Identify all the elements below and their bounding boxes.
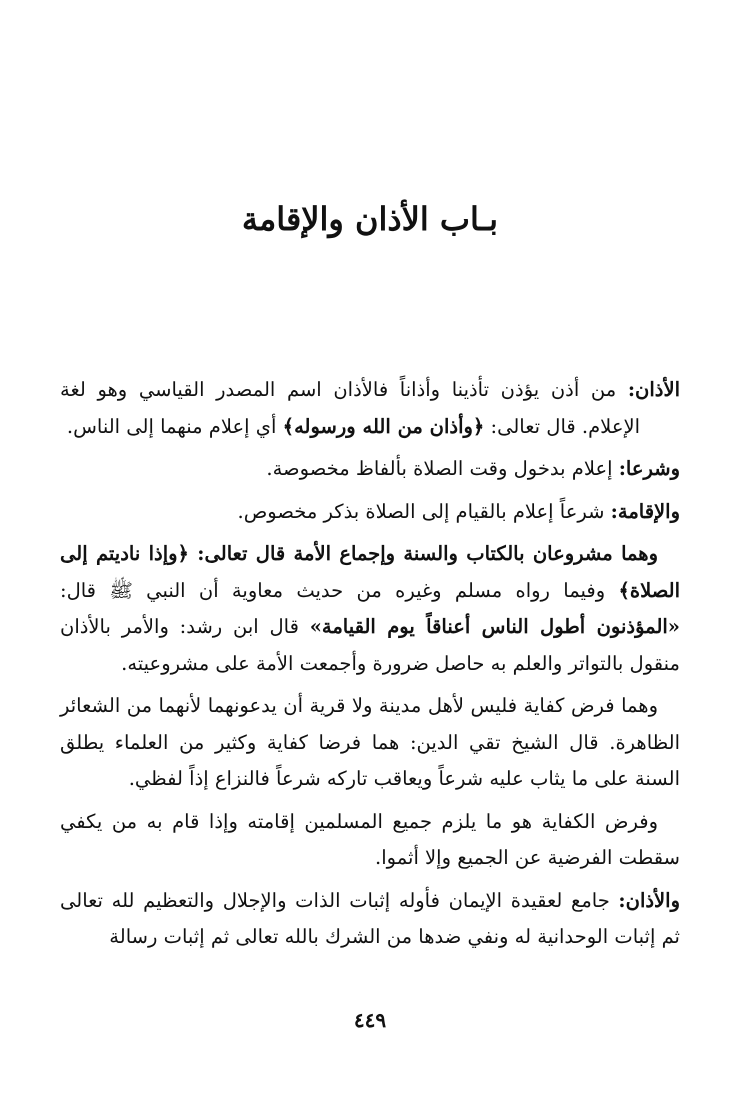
paragraph-text: إعلام بدخول وقت الصلاة بألفاظ مخصوصة.	[266, 457, 619, 480]
hadith-quote: «المؤذنون أطول الناس أعناقاً يوم القيامة»	[309, 615, 680, 638]
page-number: ٤٤٩	[353, 1008, 387, 1032]
paragraph-shar-definition	[60, 451, 680, 488]
bold-text: وهما مشروعان بالكتاب والسنة وإجماع الأمة قال تعالى: ﴿وإذا ناديتم إلى الصلاة﴾	[60, 542, 680, 602]
paragraph-adhan-creed	[60, 883, 680, 956]
chapter-body	[60, 372, 680, 962]
term-adhan: الأذان:	[627, 378, 680, 401]
paragraph-text: قال ابن رشد: والأمر بالأذان منقول بالتواتر والعلم به حاصل ضرورة وأجمعت الأمة على مشروعيته.	[60, 615, 680, 675]
paragraph-text: أي إعلام منهما إلى الناس.	[66, 414, 283, 438]
paragraph-fard-kifaya	[60, 688, 680, 798]
chapter-title: بـاب الأذان والإقامة	[241, 200, 499, 238]
paragraph-iqama-definition	[60, 494, 680, 531]
document-page	[60, 0, 680, 1102]
paragraph-text: وفيما رواه مسلم وغيره من حديث معاوية أن النبي ﷺ قال:	[60, 578, 619, 602]
paragraph-kifaya-definition	[60, 804, 680, 877]
paragraph-adhan-definition	[60, 372, 680, 445]
paragraph-text: شرعاً إعلام بالقيام إلى الصلاة بذكر مخصوص.	[237, 499, 611, 523]
term-sharan: وشرعا:	[618, 457, 680, 480]
paragraph-text: وهما فرض كفاية فليس لأهل مدينة ولا قرية أن يدعونهما لأنهما من الشعائر الظاهرة. قال الشيخ تقي الدين: هما فرضا كفاية وكثير من العلماء يطلق السنة على ما يثاب عليه شرعاً ويعاقب تاركه شرعاً فالنزاع إذاً لفظي.	[60, 694, 680, 790]
term-iqama: والإقامة:	[610, 499, 680, 523]
paragraph-legitimacy	[60, 536, 680, 682]
term-adhan-creed: والأذان:	[618, 888, 680, 912]
paragraph-text: من أذن يؤذن تأذينا وأذاناً فالأذان اسم المصدر القياسي وهو لغة الإعلام. قال تعالى:	[60, 378, 640, 438]
paragraph-text: وفرض الكفاية هو ما يلزم جميع المسلمين إقامته وإذا قام به من يكفي سقطت الفرضية عن الجميع وإلا أثموا.	[60, 809, 680, 869]
paragraph-text: جامع لعقيدة الإيمان فأوله إثبات الذات والإجلال والتعظيم لله تعالى ثم إثبات الوحدانية له ونفي ضدها من الشرك بالله تعالى ثم إثبات رسالة	[60, 888, 680, 948]
quran-quote: ﴿وأذان من الله ورسوله﴾	[282, 414, 485, 438]
